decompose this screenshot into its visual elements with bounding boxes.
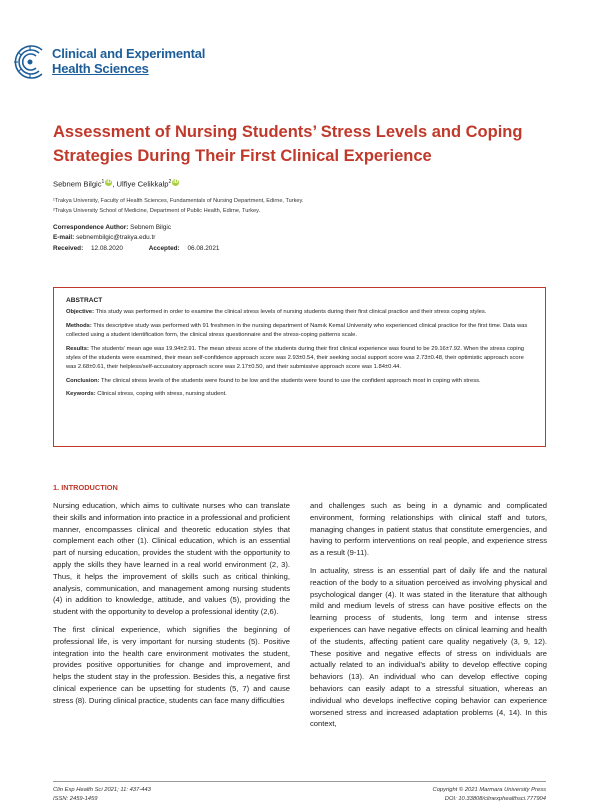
paragraph: and challenges such as being in a dynamic and complicated environment, forming relationships with clinical staff and tutors, managing changes in patient status that constitute emergencies, and having to perform interventions on real people, and experience stress as a result (9-11). <box>310 501 547 558</box>
keywords-text: Clinical stress, coping with stress, nursing student. <box>97 391 227 398</box>
abstract-objective <box>66 308 533 317</box>
author-2: , Ulfiye Celikkalp <box>112 179 169 189</box>
abstract-conclusion <box>66 377 533 386</box>
results-text: The students’ mean age was 19.94±2.91. The mean stress score of the students during their first clinical experience was found to be 29.16±7.92. When the stress coping styles of the students were examined, their mean self-confidence approach score was 2.93±0.54, their seeking social support score was 2.73±0.48, their optimistic approach score was 2.68±0.61, their helpless/self-accusatory approach score was 2.17±0.50, and their submissive approach score was 1.84±0.44. <box>66 345 525 371</box>
journal-name-line2: Health Sciences <box>52 61 149 76</box>
orcid-icon[interactable]: iD <box>173 179 179 185</box>
issn: ISSN: 2459-1459 <box>53 796 98 802</box>
author-2-affiliation-mark: 2 <box>168 179 172 185</box>
copyright: Copyright © 2021 Marmara University Press <box>432 787 546 793</box>
article-title: Assessment of Nursing Students’ Stress Levels and Coping Strategies During Their First Clinical Experience <box>53 123 523 165</box>
dates-line <box>53 245 219 252</box>
correspondence-author: Sebnem Bilgic <box>130 224 172 231</box>
objective-label: Objective: <box>66 309 95 316</box>
journal-name <box>52 46 205 76</box>
accepted-date: 06.08.2021 <box>187 245 220 252</box>
abstract-results <box>66 345 533 373</box>
footer-left <box>53 786 151 804</box>
author-1: Sebnem Bilgic <box>53 179 102 189</box>
accepted-label: Accepted: <box>148 245 180 252</box>
methods-text: This descriptive study was performed with 91 freshmen in the nursing department of Namık Kemal University who experienced clinical practice for the first time. Data was collected using a student identification form, the clinical stress questionnaire and the stress-coping patterns scale. <box>66 322 528 339</box>
abstract-heading: ABSTRACT <box>66 297 103 304</box>
footer-right <box>433 786 546 804</box>
email-label: E-mail: <box>53 234 75 241</box>
body-column-left <box>53 500 290 713</box>
correspondence-label: Correspondence Author: <box>53 224 129 231</box>
body-column-right <box>310 500 547 736</box>
objective-text: This study was performed in order to examine the clinical stress levels of nursing students during their first clinical practice and their stress coping styles. <box>95 309 487 316</box>
orcid-icon[interactable]: iD <box>106 179 112 185</box>
affiliation-2: ²Trakya University School of Medicine, Department of Public Health, Edirne, Turkey. <box>53 208 261 214</box>
conclusion-label: Conclusion: <box>66 377 100 384</box>
author-list <box>53 179 179 189</box>
paragraph: In actuality, stress is an essential part of daily life and the natural reaction of the body to a situation perceived as involving physical and psychological danger (4). It was stated in the literature that although mild and medium levels of stress can have positive effects on the learning process of students, long term and intense stress experiences can have negative effects on clinical learning and health of the students, affecting patient care quality negatively (3, 9, 12). These positive and negative effects of stress on individuals are actually related to an individual’s ability to develop effective coping behaviors (13). An individual who can develop effective coping behaviors can easily adapt to a stressful situation, whereas an individual who develops ineffective coping behavior can experience worsened stress and increased adaptation problems (4, 14). In this context, <box>310 565 547 729</box>
results-label: Results: <box>66 345 89 352</box>
journal-name-line1: Clinical and Experimental <box>52 46 206 61</box>
journal-logo-icon <box>12 44 48 80</box>
email-line <box>53 234 155 241</box>
affiliation-1: ¹Trakya University, Faculty of Health Sciences, Fundamentals of Nursing Department, Edirne, Turkey. <box>53 198 304 204</box>
paragraph: The first clinical experience, which signifies the beginning of professional life, is very important for nursing students (5). Positive integration into the health care environment motivates the student, provides positive opportunities for change and improvement, and helps the student stay in the profession. Besides this, a negative first clinical experience can be upsetting for students (5, 7) and cause stress (8). During clinical practice, students can face many difficulties <box>53 624 290 705</box>
footer-divider <box>53 781 546 782</box>
author-1-affiliation-mark: 1 <box>101 179 105 185</box>
abstract-keywords <box>66 390 533 399</box>
abstract-box <box>53 287 546 447</box>
received-label: Received: <box>53 245 84 252</box>
conclusion-text: The clinical stress levels of the students were found to be low and the students were found to use the confident approach most in coping with stress. <box>101 377 481 384</box>
section-heading: 1. INTRODUCTION <box>53 483 118 492</box>
email-address[interactable]: sebnembilgic@trakya.edu.tr <box>76 234 156 241</box>
keywords-label: Keywords: <box>66 391 96 398</box>
doi[interactable]: DOI: 10.33808/clinexphealthsci.777904 <box>444 796 546 802</box>
received-date: 12.08.2020 <box>90 245 123 252</box>
abstract-methods <box>66 322 533 341</box>
methods-label: Methods: <box>66 322 92 329</box>
paragraph: Nursing education, which aims to cultivate nurses who can translate their skills and information into practice in a professional and proficient manner, encompasses clinical and theoretic education styles that complement each other (1). Clinical education, which is an essential part of nursing education, provides the student with the opportunity to apply the skills they have learned in a real world environment (2, 3). Thus, it helps the improvement of skills such as critical thinking, analysis, communication, and management among nursing students (4) in addition to knowledge, attitude, and values (5), providing the student with the opportunity to develop a professional identity (2,6). <box>53 501 290 617</box>
correspondence-line <box>53 224 171 231</box>
citation: Clin Exp Health Sci 2021; 11: 437-443 <box>53 787 151 793</box>
